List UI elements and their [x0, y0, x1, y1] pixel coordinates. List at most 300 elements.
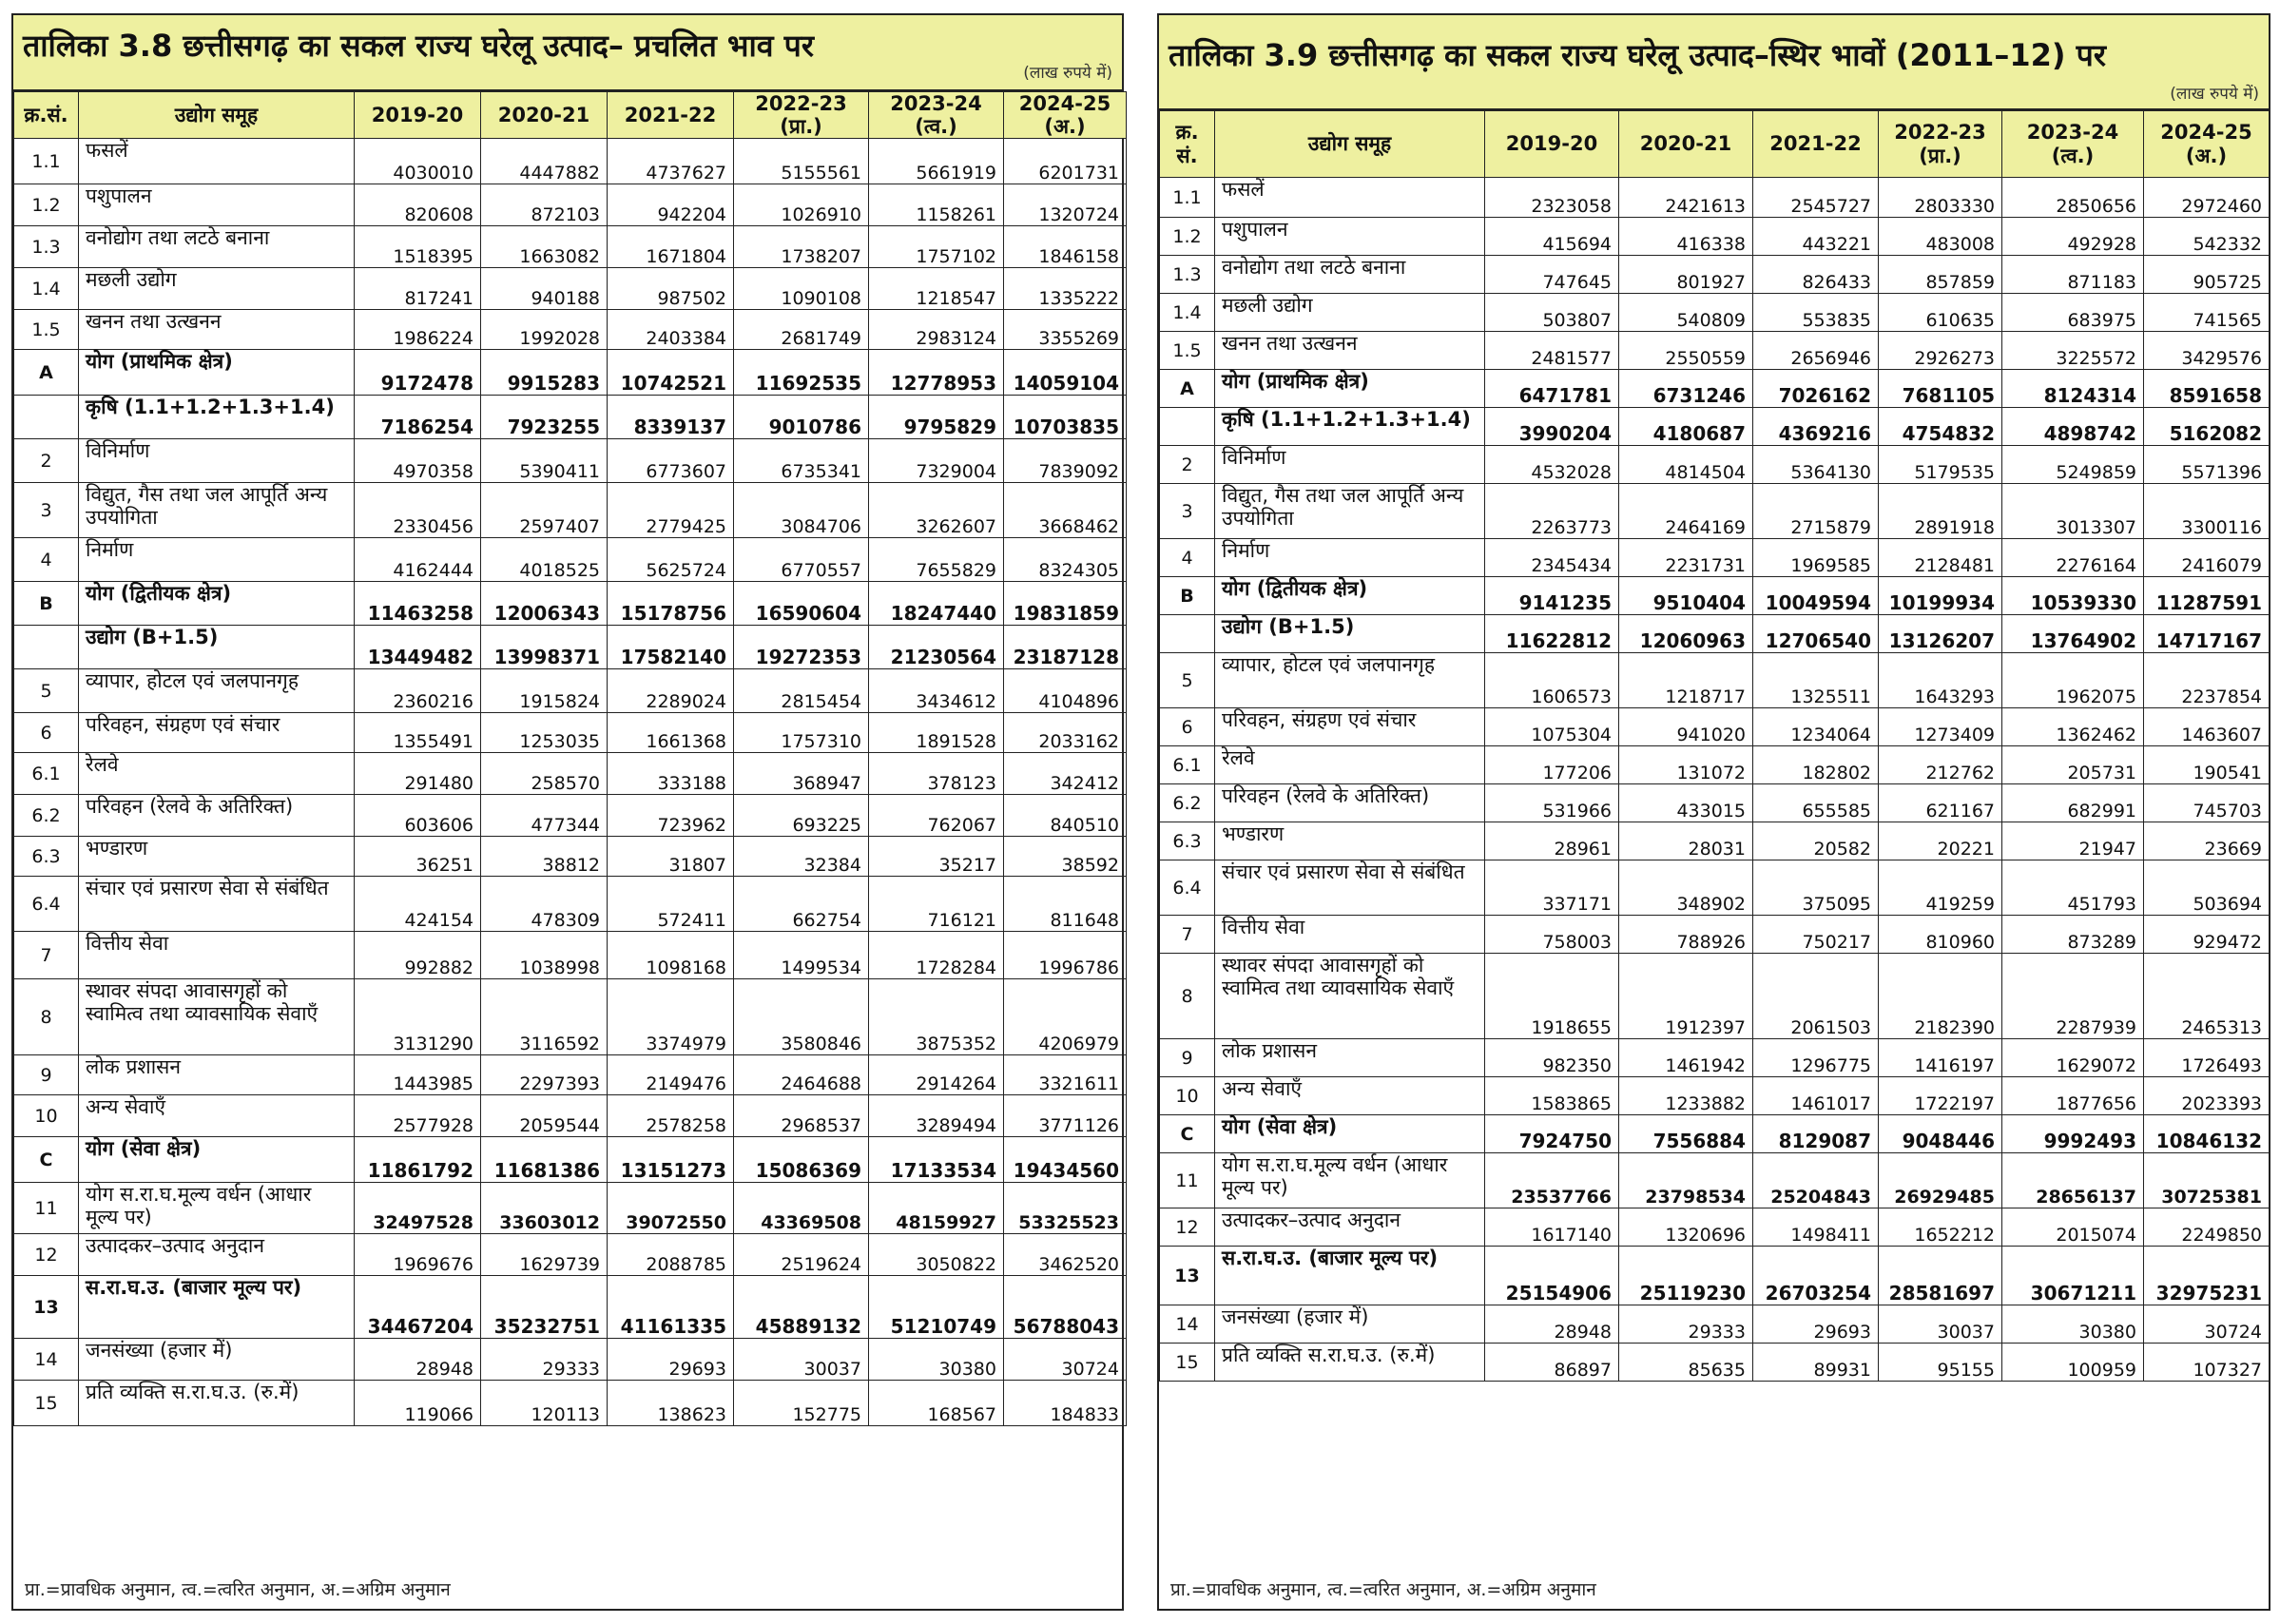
row-value-cell: 85635: [1619, 1344, 1753, 1382]
row-industry-label: उत्पादकर–उत्पाद अनुदान: [79, 1234, 355, 1276]
row-value-cell: 6731246: [1619, 370, 1753, 408]
row-value-cell: 1606573: [1485, 653, 1619, 708]
table-row: [14, 268, 1127, 310]
row-value-cell: 4104896: [1004, 669, 1127, 713]
row-value-cell: 3434612: [869, 669, 1004, 713]
row-value-cell: 10742521: [608, 350, 734, 396]
table-row: [1160, 484, 2270, 539]
row-value-cell: 2481577: [1485, 332, 1619, 370]
row-value-cell: 572411: [608, 877, 734, 932]
row-value-cell: 683975: [2002, 294, 2144, 332]
row-industry-label: योग स.रा.घ.मूल्य वर्धन (आधार मूल्य पर): [79, 1183, 355, 1234]
row-value-cell: 826433: [1753, 256, 1879, 294]
row-value-cell: 3462520: [1004, 1234, 1127, 1276]
row-serial-number: 12: [1160, 1208, 1215, 1247]
row-value-cell: 2149476: [608, 1055, 734, 1095]
table-row: [1160, 446, 2270, 484]
row-value-cell: 100959: [2002, 1344, 2144, 1382]
row-industry-label: योग (प्राथमिक क्षेत्र): [1215, 370, 1485, 408]
row-value-cell: 10539330: [2002, 577, 2144, 615]
row-value-cell: 3131290: [355, 979, 481, 1055]
table-row: [14, 1381, 1127, 1426]
row-value-cell: 873289: [2002, 916, 2144, 954]
row-industry-label: लोक प्रशासन: [1215, 1039, 1485, 1077]
row-value-cell: 1362462: [2002, 708, 2144, 746]
row-value-cell: 2345434: [1485, 539, 1619, 577]
row-value-cell: 1996786: [1004, 932, 1127, 979]
row-industry-label: पशुपालन: [1215, 218, 1485, 256]
row-value-cell: 15086369: [734, 1137, 869, 1183]
row-value-cell: 5155561: [734, 139, 869, 184]
table-row: [14, 932, 1127, 979]
table-body: [1160, 178, 2270, 1382]
row-industry-label: कृषि (1.1+1.2+1.3+1.4): [1215, 408, 1485, 446]
row-value-cell: 503807: [1485, 294, 1619, 332]
row-serial-number: C: [1160, 1115, 1215, 1153]
row-value-cell: 30037: [1879, 1305, 2002, 1344]
row-value-cell: 2023393: [2144, 1077, 2270, 1115]
row-serial-number: B: [14, 582, 79, 626]
row-industry-label: प्रति व्यक्ति स.रा.घ.उ. (रु.में): [79, 1381, 355, 1426]
row-value-cell: 1443985: [355, 1055, 481, 1095]
row-value-cell: 7026162: [1753, 370, 1879, 408]
row-value-cell: 2656946: [1753, 332, 1879, 370]
row-industry-label: योग (द्वितीयक क्षेत्र): [79, 582, 355, 626]
row-value-cell: 21947: [2002, 822, 2144, 860]
row-value-cell: 940188: [481, 268, 608, 310]
row-value-cell: 3875352: [869, 979, 1004, 1055]
row-serial-number: 15: [14, 1381, 79, 1426]
table-row: [14, 979, 1127, 1055]
table-row: [14, 669, 1127, 713]
row-value-cell: 2597407: [481, 483, 608, 538]
row-serial-number: 5: [14, 669, 79, 713]
col-header-2023-24: 2023-24 (त्व.): [2002, 111, 2144, 178]
row-value-cell: 177206: [1485, 746, 1619, 784]
row-industry-label: उद्योग (B+1.5): [1215, 615, 1485, 653]
row-industry-label: वनोद्योग तथा लटठे बनाना: [79, 226, 355, 268]
row-industry-label: परिवहन (रेलवे के अतिरिक्त): [1215, 784, 1485, 822]
row-value-cell: 26929485: [1879, 1153, 2002, 1208]
row-value-cell: 1986224: [355, 310, 481, 350]
row-value-cell: 3580846: [734, 979, 869, 1055]
row-value-cell: 18247440: [869, 582, 1004, 626]
row-value-cell: 1757102: [869, 226, 1004, 268]
row-industry-label: परिवहन, संग्रहण एवं संचार: [79, 713, 355, 753]
col-header-2024-25: 2024-25 (अ.): [2144, 111, 2270, 178]
row-serial-number: 1.4: [14, 268, 79, 310]
row-value-cell: 1962075: [2002, 653, 2144, 708]
row-industry-label: उत्पादकर–उत्पाद अनुदान: [1215, 1208, 1485, 1247]
row-value-cell: 8324305: [1004, 538, 1127, 582]
row-serial-number: [1160, 408, 1215, 446]
table-row: [14, 184, 1127, 226]
row-industry-label: योग (सेवा क्षेत्र): [1215, 1115, 1485, 1153]
row-value-cell: 3321611: [1004, 1055, 1127, 1095]
row-value-cell: 3771126: [1004, 1095, 1127, 1137]
row-serial-number: 1.5: [1160, 332, 1215, 370]
row-value-cell: 871183: [2002, 256, 2144, 294]
row-value-cell: 30724: [1004, 1339, 1127, 1381]
row-value-cell: 1726493: [2144, 1039, 2270, 1077]
row-value-cell: 1757310: [734, 713, 869, 753]
row-value-cell: 745703: [2144, 784, 2270, 822]
row-value-cell: 11622812: [1485, 615, 1619, 653]
col-header-2019-20: 2019-20: [355, 92, 481, 139]
row-value-cell: 747645: [1485, 256, 1619, 294]
row-value-cell: 8124314: [2002, 370, 2144, 408]
row-industry-label: फसलें: [1215, 178, 1485, 218]
row-industry-label: योग (प्राथमिक क्षेत्र): [79, 350, 355, 396]
row-value-cell: 5390411: [481, 439, 608, 483]
table-row: [1160, 615, 2270, 653]
row-value-cell: 4206979: [1004, 979, 1127, 1055]
row-industry-label: निर्माण: [79, 538, 355, 582]
row-value-cell: 1891528: [869, 713, 1004, 753]
row-value-cell: 29693: [608, 1339, 734, 1381]
row-value-cell: 415694: [1485, 218, 1619, 256]
row-value-cell: 11681386: [481, 1137, 608, 1183]
row-value-cell: 1026910: [734, 184, 869, 226]
row-value-cell: 7186254: [355, 396, 481, 439]
row-value-cell: 3289494: [869, 1095, 1004, 1137]
row-value-cell: 12778953: [869, 350, 1004, 396]
row-value-cell: 1218547: [869, 268, 1004, 310]
row-value-cell: 817241: [355, 268, 481, 310]
row-value-cell: 3262607: [869, 483, 1004, 538]
row-industry-label: अन्य सेवाएँ: [79, 1095, 355, 1137]
col-header-2024-25: 2024-25 (अ.): [1004, 92, 1127, 139]
row-value-cell: 30724: [2144, 1305, 2270, 1344]
row-value-cell: 2231731: [1619, 539, 1753, 577]
row-serial-number: 6.2: [14, 795, 79, 837]
row-value-cell: 478309: [481, 877, 608, 932]
row-value-cell: 2803330: [1879, 178, 2002, 218]
row-value-cell: 6770557: [734, 538, 869, 582]
row-serial-number: 6.3: [1160, 822, 1215, 860]
row-value-cell: 621167: [1879, 784, 2002, 822]
row-industry-label: प्रति व्यक्ति स.रा.घ.उ. (रु.में): [1215, 1344, 1485, 1382]
row-value-cell: 1355491: [355, 713, 481, 753]
table-row: [14, 226, 1127, 268]
row-value-cell: 1320724: [1004, 184, 1127, 226]
row-value-cell: 6471781: [1485, 370, 1619, 408]
row-value-cell: 291480: [355, 753, 481, 795]
row-value-cell: 13998371: [481, 626, 608, 669]
table-row: [14, 626, 1127, 669]
row-value-cell: 3225572: [2002, 332, 2144, 370]
row-value-cell: 378123: [869, 753, 1004, 795]
row-value-cell: 1617140: [1485, 1208, 1619, 1247]
row-value-cell: 2578258: [608, 1095, 734, 1137]
row-value-cell: 419259: [1879, 860, 2002, 916]
row-value-cell: 23798534: [1619, 1153, 1753, 1208]
row-serial-number: 1.2: [1160, 218, 1215, 256]
row-value-cell: 1273409: [1879, 708, 2002, 746]
row-serial-number: 6.2: [1160, 784, 1215, 822]
row-value-cell: 2815454: [734, 669, 869, 713]
row-value-cell: 13151273: [608, 1137, 734, 1183]
row-value-cell: 19831859: [1004, 582, 1127, 626]
row-value-cell: 1416197: [1879, 1039, 2002, 1077]
row-value-cell: 542332: [2144, 218, 2270, 256]
row-value-cell: 758003: [1485, 916, 1619, 954]
row-value-cell: 30725381: [2144, 1153, 2270, 1208]
row-value-cell: 4369216: [1753, 408, 1879, 446]
table-title: तालिका 3.8 छत्तीसगढ़ का सकल राज्य घरेलू उत्पाद– प्रचलित भाव पर: [23, 28, 814, 64]
row-value-cell: 1661368: [608, 713, 734, 753]
row-value-cell: 168567: [869, 1381, 1004, 1426]
row-value-cell: 872103: [481, 184, 608, 226]
row-value-cell: 4018525: [481, 538, 608, 582]
row-value-cell: 3116592: [481, 979, 608, 1055]
row-value-cell: 2850656: [2002, 178, 2144, 218]
row-value-cell: 20221: [1879, 822, 2002, 860]
row-value-cell: 762067: [869, 795, 1004, 837]
table-row: [1160, 1153, 2270, 1208]
table-row: [1160, 708, 2270, 746]
row-value-cell: 131072: [1619, 746, 1753, 784]
row-value-cell: 28581697: [1879, 1247, 2002, 1305]
row-value-cell: 2360216: [355, 669, 481, 713]
row-serial-number: [1160, 615, 1215, 653]
row-value-cell: 16590604: [734, 582, 869, 626]
row-value-cell: 810960: [1879, 916, 2002, 954]
row-value-cell: 905725: [2144, 256, 2270, 294]
row-value-cell: 2779425: [608, 483, 734, 538]
row-value-cell: 811648: [1004, 877, 1127, 932]
row-serial-number: 6.4: [14, 877, 79, 932]
row-industry-label: उद्योग (B+1.5): [79, 626, 355, 669]
row-value-cell: 3300116: [2144, 484, 2270, 539]
row-value-cell: 1234064: [1753, 708, 1879, 746]
row-value-cell: 1652212: [1879, 1208, 2002, 1247]
row-value-cell: 333188: [608, 753, 734, 795]
row-value-cell: 21230564: [869, 626, 1004, 669]
row-value-cell: 1629072: [2002, 1039, 2144, 1077]
row-value-cell: 6201731: [1004, 139, 1127, 184]
row-value-cell: 35232751: [481, 1276, 608, 1339]
row-industry-label: वित्तीय सेवा: [79, 932, 355, 979]
table-row: [14, 139, 1127, 184]
table-row: [1160, 370, 2270, 408]
row-value-cell: 30380: [2002, 1305, 2144, 1344]
row-value-cell: 553835: [1753, 294, 1879, 332]
row-industry-label: अन्य सेवाएँ: [1215, 1077, 1485, 1115]
row-value-cell: 41161335: [608, 1276, 734, 1339]
row-serial-number: 1.4: [1160, 294, 1215, 332]
row-serial-number: [14, 396, 79, 439]
row-value-cell: 1461017: [1753, 1077, 1879, 1115]
row-value-cell: 11463258: [355, 582, 481, 626]
row-serial-number: 1.5: [14, 310, 79, 350]
row-value-cell: 2128481: [1879, 539, 2002, 577]
row-industry-label: परिवहन, संग्रहण एवं संचार: [1215, 708, 1485, 746]
row-value-cell: 32497528: [355, 1183, 481, 1234]
row-value-cell: 39072550: [608, 1183, 734, 1234]
row-value-cell: 11287591: [2144, 577, 2270, 615]
row-industry-label: लोक प्रशासन: [79, 1055, 355, 1095]
row-value-cell: 29333: [481, 1339, 608, 1381]
row-value-cell: 5571396: [2144, 446, 2270, 484]
row-serial-number: 13: [14, 1276, 79, 1339]
row-value-cell: 9915283: [481, 350, 608, 396]
row-value-cell: 28948: [355, 1339, 481, 1381]
row-value-cell: 2263773: [1485, 484, 1619, 539]
row-value-cell: 8591658: [2144, 370, 2270, 408]
col-header-2021-22: 2021-22: [608, 92, 734, 139]
row-serial-number: 14: [14, 1339, 79, 1381]
row-value-cell: 182802: [1753, 746, 1879, 784]
row-value-cell: 840510: [1004, 795, 1127, 837]
row-serial-number: 12: [14, 1234, 79, 1276]
table-body: [14, 139, 1127, 1426]
row-value-cell: 2059544: [481, 1095, 608, 1137]
row-value-cell: 25119230: [1619, 1247, 1753, 1305]
row-value-cell: 2289024: [608, 669, 734, 713]
row-value-cell: 2550559: [1619, 332, 1753, 370]
table-row: [14, 877, 1127, 932]
row-value-cell: 857859: [1879, 256, 2002, 294]
row-value-cell: 13449482: [355, 626, 481, 669]
row-serial-number: 1.3: [1160, 256, 1215, 294]
row-industry-label: भण्डारण: [79, 837, 355, 877]
row-value-cell: 1075304: [1485, 708, 1619, 746]
table-row: [1160, 294, 2270, 332]
row-value-cell: 2237854: [2144, 653, 2270, 708]
row-value-cell: 89931: [1753, 1344, 1879, 1382]
row-value-cell: 10703835: [1004, 396, 1127, 439]
table-title-bar: [1159, 15, 2269, 110]
row-value-cell: 1629739: [481, 1234, 608, 1276]
table-row: [1160, 822, 2270, 860]
row-value-cell: 32975231: [2144, 1247, 2270, 1305]
row-value-cell: 375095: [1753, 860, 1879, 916]
row-industry-label: वनोद्योग तथा लटठे बनाना: [1215, 256, 1485, 294]
row-industry-label: संचार एवं प्रसारण सेवा से संबंधित: [79, 877, 355, 932]
row-value-cell: 1728284: [869, 932, 1004, 979]
table-row: [1160, 332, 2270, 370]
table-row: [14, 350, 1127, 396]
row-value-cell: 3013307: [2002, 484, 2144, 539]
row-serial-number: 6.1: [1160, 746, 1215, 784]
row-industry-label: व्यापार, होटल एवं जलपानगृह: [1215, 653, 1485, 708]
row-value-cell: 483008: [1879, 218, 2002, 256]
col-header-sn: क्र. सं.: [1160, 111, 1215, 178]
row-serial-number: 6.3: [14, 837, 79, 877]
table-row: [1160, 408, 2270, 446]
row-value-cell: 2545727: [1753, 178, 1879, 218]
row-value-cell: 95155: [1879, 1344, 2002, 1382]
row-value-cell: 4180687: [1619, 408, 1753, 446]
row-value-cell: 205731: [2002, 746, 2144, 784]
row-value-cell: 9048446: [1879, 1115, 2002, 1153]
row-industry-label: परिवहन (रेलवे के अतिरिक्त): [79, 795, 355, 837]
row-serial-number: 1.3: [14, 226, 79, 268]
row-value-cell: 3990204: [1485, 408, 1619, 446]
row-value-cell: 2465313: [2144, 954, 2270, 1039]
row-value-cell: 32384: [734, 837, 869, 877]
row-value-cell: 1463607: [2144, 708, 2270, 746]
table-row: [14, 396, 1127, 439]
row-value-cell: 1498411: [1753, 1208, 1879, 1247]
row-value-cell: 610635: [1879, 294, 2002, 332]
col-header-sn: क्र.सं.: [14, 92, 79, 139]
table-row: [1160, 784, 2270, 822]
row-value-cell: 1643293: [1879, 653, 2002, 708]
row-industry-label: स्थावर संपदा आवासगृहों को स्वामित्व तथा व्यावसायिक सेवाएँ: [79, 979, 355, 1055]
row-industry-label: विनिर्माण: [79, 439, 355, 483]
row-value-cell: 416338: [1619, 218, 1753, 256]
row-value-cell: 820608: [355, 184, 481, 226]
row-value-cell: 29333: [1619, 1305, 1753, 1344]
row-value-cell: 1918655: [1485, 954, 1619, 1039]
row-value-cell: 5162082: [2144, 408, 2270, 446]
row-value-cell: 19434560: [1004, 1137, 1127, 1183]
row-value-cell: 716121: [869, 877, 1004, 932]
row-value-cell: 212762: [1879, 746, 2002, 784]
row-industry-label: खनन तथा उत्खनन: [1215, 332, 1485, 370]
row-value-cell: 788926: [1619, 916, 1753, 954]
row-value-cell: 138623: [608, 1381, 734, 1426]
row-serial-number: 6: [1160, 708, 1215, 746]
row-value-cell: 9510404: [1619, 577, 1753, 615]
header-row: [14, 92, 1127, 139]
table-row: [1160, 1344, 2270, 1382]
row-value-cell: 184833: [1004, 1381, 1127, 1426]
row-value-cell: 2061503: [1753, 954, 1879, 1039]
row-serial-number: 7: [1160, 916, 1215, 954]
table-row: [1160, 916, 2270, 954]
row-value-cell: 1320696: [1619, 1208, 1753, 1247]
row-value-cell: 2276164: [2002, 539, 2144, 577]
row-value-cell: 1461942: [1619, 1039, 1753, 1077]
row-value-cell: 1158261: [869, 184, 1004, 226]
row-value-cell: 2681749: [734, 310, 869, 350]
table-3-8-panel: [11, 13, 1124, 1611]
row-value-cell: 3374979: [608, 979, 734, 1055]
row-value-cell: 4737627: [608, 139, 734, 184]
row-industry-label: मछली उद्योग: [79, 268, 355, 310]
unit-note: (लाख रुपये में): [2170, 85, 2259, 104]
row-value-cell: 801927: [1619, 256, 1753, 294]
row-industry-label: वित्तीय सेवा: [1215, 916, 1485, 954]
row-industry-label: जनसंख्या (हजार में): [1215, 1305, 1485, 1344]
row-value-cell: 8129087: [1753, 1115, 1879, 1153]
row-value-cell: 11861792: [355, 1137, 481, 1183]
table-row: [1160, 746, 2270, 784]
table-row: [1160, 860, 2270, 916]
col-header-2020-21: 2020-21: [481, 92, 608, 139]
row-value-cell: 10049594: [1753, 577, 1879, 615]
row-value-cell: 28948: [1485, 1305, 1619, 1344]
row-value-cell: 14717167: [2144, 615, 2270, 653]
row-value-cell: 1218717: [1619, 653, 1753, 708]
row-industry-label: निर्माण: [1215, 539, 1485, 577]
row-value-cell: 119066: [355, 1381, 481, 1426]
row-value-cell: 941020: [1619, 708, 1753, 746]
row-value-cell: 4030010: [355, 139, 481, 184]
table-row: [14, 1276, 1127, 1339]
row-industry-label: मछली उद्योग: [1215, 294, 1485, 332]
row-serial-number: 9: [1160, 1039, 1215, 1077]
row-serial-number: 6.4: [1160, 860, 1215, 916]
row-serial-number: 14: [1160, 1305, 1215, 1344]
row-value-cell: 6735341: [734, 439, 869, 483]
row-value-cell: 17133534: [869, 1137, 1004, 1183]
row-value-cell: 451793: [2002, 860, 2144, 916]
row-industry-label: स्थावर संपदा आवासगृहों को स्वामित्व तथा व्यावसायिक सेवाएँ: [1215, 954, 1485, 1039]
